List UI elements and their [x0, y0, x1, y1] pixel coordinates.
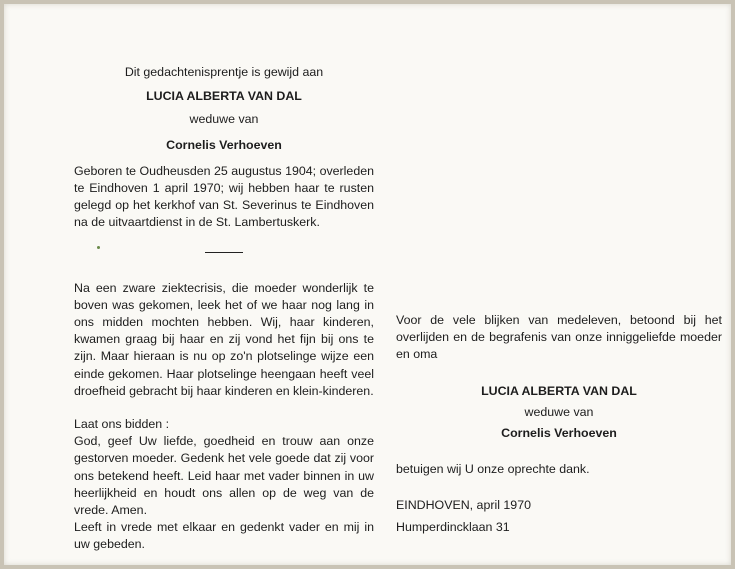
section-divider	[205, 252, 243, 253]
story-paragraph: Na een zware ziektecrisis, die moeder wonderlijk te boven was gekomen, leek het of we haar nog lang in ons midden mochten hebben. Wij, haar kinderen, kwamen graag bij haar en zij vond het fijn bij ons te zijn. Maar hieraan is nu op zo'n plotselinge wijze een einde gekomen. Haar plotselinge heengaan heeft veel droefheid gebracht bij haar kinderen en klein-kinderen.	[74, 280, 374, 398]
prayer-intro: Laat ons bidden :	[74, 417, 170, 432]
deceased-name: LUCIA ALBERTA VAN DAL	[146, 89, 302, 104]
widow-of-label: weduwe van	[189, 112, 259, 127]
thanks-husband-name: Cornelis Verhoeven	[501, 426, 617, 441]
address-line: Humperdincklaan 31	[396, 519, 510, 534]
thanks-deceased-name: LUCIA ALBERTA VAN DAL	[481, 383, 637, 398]
thanks-widow-of-label: weduwe van	[524, 404, 594, 419]
right-panel	[396, 312, 722, 536]
biography-paragraph: Geboren te Oudheusden 25 augustus 1904; overleden te Eindhoven 1 april 1970; wij hebben haar te rusten gelegd op het kerkhof van St. Severinus te Eindhoven na de uitvaartdienst in de St. Lambertuskerk.	[74, 163, 374, 230]
place-date: EINDHOVEN, april 1970	[396, 498, 531, 513]
memorial-card	[4, 4, 731, 565]
thanks-paragraph: Voor de vele blijken van medeleven, betoond bij het overlijden en de begrafenis van onze inniggeliefde moeder en oma	[396, 313, 722, 362]
prayer-paragraph: God, geef Uw liefde, goedheid en trouw aan onze gestorven moeder. Gedenk het vele goede dat zij voor ons betekend heeft. Leid haar met vader binnen in uw heerlijkheid en houdt ons allen op de weg van de vrede. Amen.	[74, 434, 374, 518]
gratitude-line: betuigen wij U onze oprechte dank.	[396, 462, 590, 477]
husband-name: Cornelis Verhoeven	[166, 137, 282, 152]
left-panel	[74, 64, 374, 554]
dedication-line: Dit gedachtenisprentje is gewijd aan	[124, 65, 324, 79]
closing-paragraph: Leeft in vrede met elkaar en gedenkt vader en mij in uw gebeden.	[74, 520, 374, 552]
